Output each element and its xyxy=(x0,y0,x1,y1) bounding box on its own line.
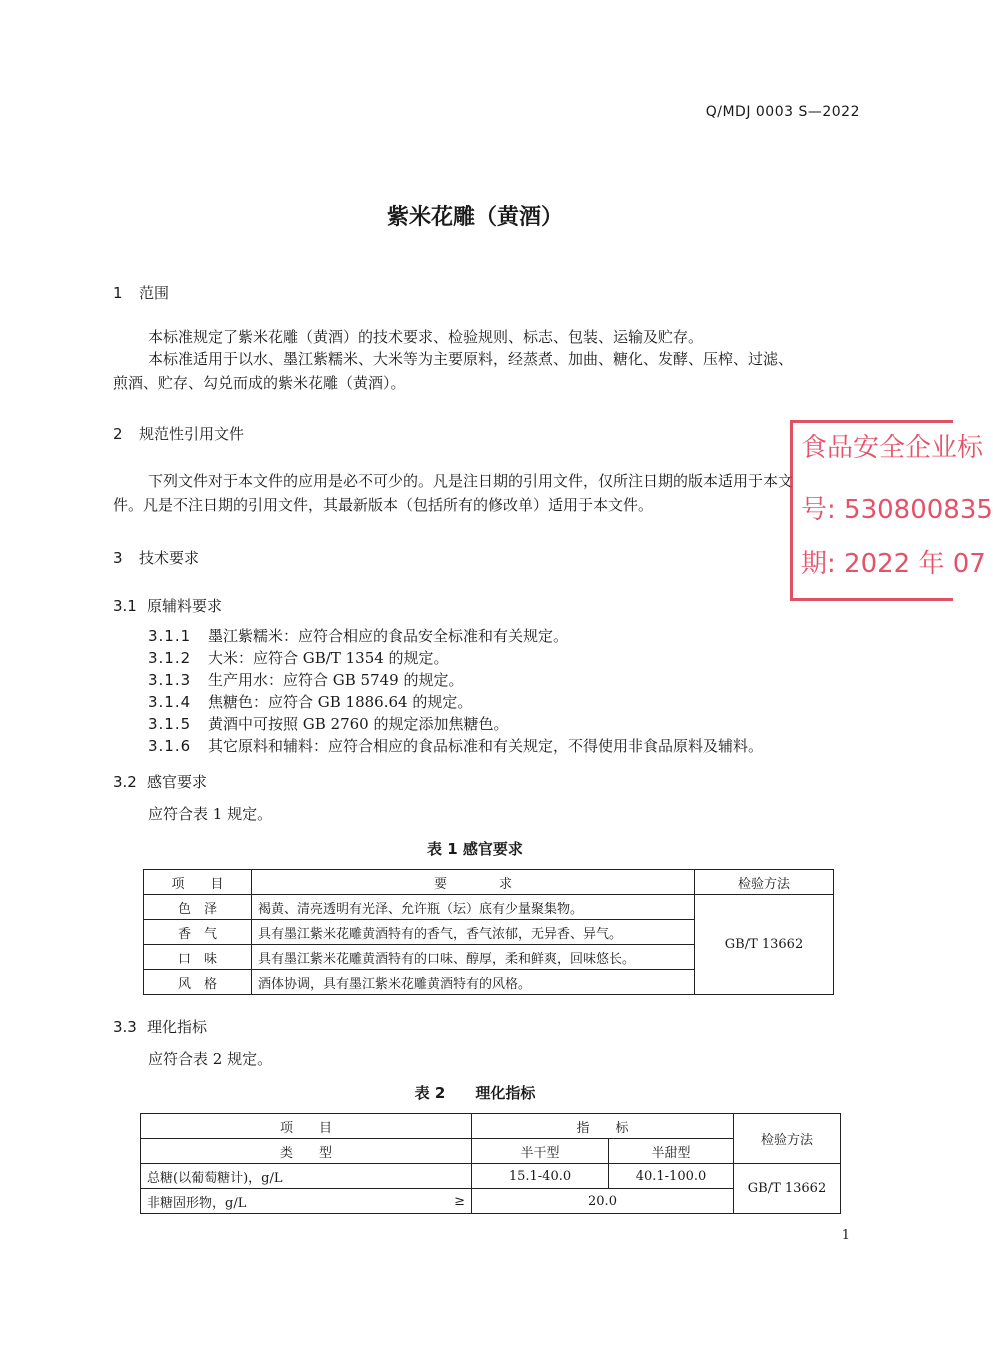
section-title: 技术要求 xyxy=(139,549,200,567)
item-number: 3.1.1 xyxy=(148,627,192,645)
page-number: 1 xyxy=(841,1228,850,1243)
table-cell: 15.1-40.0 xyxy=(472,1164,609,1189)
section-title: 原辅料要求 xyxy=(147,597,223,615)
section-number: 3.3 xyxy=(113,1018,137,1036)
section-title: 感官要求 xyxy=(147,773,208,791)
paragraph: 下列文件对于本文件的应用是必不可少的。凡是注日期的引用文件，仅所注日期的版本适用于本文 xyxy=(148,472,794,490)
paragraph: 煎酒、贮存、勾兑而成的紫米花雕（黄酒）。 xyxy=(113,374,406,392)
section-2-heading xyxy=(113,423,244,444)
table-header: 检验方法 xyxy=(695,870,834,895)
table-cell: 非糖固形物，g/L xyxy=(141,1189,446,1214)
stamp-line: 号: 530800835 xyxy=(801,495,993,525)
registration-stamp xyxy=(790,420,993,601)
paragraph: 本标准适用于以水、墨江紫糯米、大米等为主要原料，经蒸煮、加曲、糖化、发酵、压榨、过滤、 xyxy=(148,350,794,368)
list-item xyxy=(148,691,472,712)
table-header: 半干型 xyxy=(472,1139,609,1164)
table-2-caption: 表 2 理化指标 xyxy=(414,1084,536,1102)
item-number: 3.1.6 xyxy=(148,737,192,755)
table-header-row xyxy=(141,1114,841,1139)
table-1 xyxy=(143,869,834,995)
table-cell: ≥ xyxy=(445,1189,472,1214)
section-3-3-heading xyxy=(113,1016,207,1037)
table-row xyxy=(144,895,834,920)
item-text: 焦糖色：应符合 GB 1886.64 的规定。 xyxy=(208,693,473,711)
table-cell: 风 格 xyxy=(144,970,252,995)
section-title: 理化指标 xyxy=(147,1018,208,1036)
table-row xyxy=(141,1164,841,1189)
table-header: 指 标 xyxy=(472,1114,734,1139)
paragraph: 件。凡是不注日期的引用文件，其最新版本（包括所有的修改单）适用于本文件。 xyxy=(113,496,654,514)
item-text: 其它原料和辅料：应符合相应的食品标准和有关规定，不得使用非食品原料及辅料。 xyxy=(208,737,764,755)
item-text: 黄酒中可按照 GB 2760 的规定添加焦糖色。 xyxy=(208,715,509,733)
table-header: 项 目 xyxy=(141,1114,472,1139)
table-header-row xyxy=(144,870,834,895)
page-title: 紫米花雕（黄酒） xyxy=(386,205,563,230)
table-header: 要 求 xyxy=(252,870,695,895)
table-header: 半甜型 xyxy=(609,1139,734,1164)
section-3-1-heading xyxy=(113,595,222,616)
table-header: 检验方法 xyxy=(734,1114,841,1164)
section-number: 3.1 xyxy=(113,597,137,615)
list-item xyxy=(148,735,763,756)
table-cell: 香 气 xyxy=(144,920,252,945)
table-cell: 总糖(以葡萄糖计)，g/L xyxy=(141,1164,472,1189)
list-item xyxy=(148,713,509,734)
paragraph: 应符合表 1 规定。 xyxy=(148,805,273,823)
document-number: Q/MDJ 0003 S—2022 xyxy=(705,104,860,120)
table-cell: 口 味 xyxy=(144,945,252,970)
table-cell: 褐黄、清亮透明有光泽、允许瓶（坛）底有少量聚集物。 xyxy=(252,895,695,920)
paragraph: 应符合表 2 规定。 xyxy=(148,1050,273,1068)
section-number: 2 xyxy=(113,425,123,443)
table-cell: GB/T 13662 xyxy=(695,895,834,995)
item-text: 墨江紫糯米：应符合相应的食品安全标准和有关规定。 xyxy=(208,627,569,645)
table-cell: 20.0 xyxy=(472,1189,734,1214)
item-text: 大米：应符合 GB/T 1354 的规定。 xyxy=(208,649,449,667)
list-item xyxy=(148,669,464,690)
table-cell: 酒体协调，具有墨江紫米花雕黄酒特有的风格。 xyxy=(252,970,695,995)
table-2 xyxy=(140,1113,841,1214)
section-1-heading xyxy=(113,282,169,303)
section-title: 范围 xyxy=(139,284,170,302)
table-cell: 40.1-100.0 xyxy=(609,1164,734,1189)
item-number: 3.1.2 xyxy=(148,649,192,667)
section-number: 3.2 xyxy=(113,773,137,791)
list-item xyxy=(148,625,568,646)
table-header: 项 目 xyxy=(144,870,252,895)
item-number: 3.1.4 xyxy=(148,693,192,711)
stamp-line: 期: 2022 年 07 xyxy=(801,549,986,579)
table-header: 类 型 xyxy=(141,1139,472,1164)
table-cell: GB/T 13662 xyxy=(734,1164,841,1214)
section-3-2-heading xyxy=(113,771,207,792)
section-title: 规范性引用文件 xyxy=(139,425,245,443)
table-cell: 具有墨江紫米花雕黄酒特有的香气，香气浓郁，无异香、异气。 xyxy=(252,920,695,945)
paragraph: 本标准规定了紫米花雕（黄酒）的技术要求、检验规则、标志、包装、运输及贮存。 xyxy=(148,328,704,346)
section-number: 1 xyxy=(113,284,123,302)
list-item xyxy=(148,647,449,668)
section-number: 3 xyxy=(113,549,123,567)
table-1-caption: 表 1 感官要求 xyxy=(427,840,523,858)
section-3-heading xyxy=(113,547,199,568)
item-number: 3.1.3 xyxy=(148,671,192,689)
table-cell: 色 泽 xyxy=(144,895,252,920)
item-number: 3.1.5 xyxy=(148,715,192,733)
stamp-line: 食品安全企业标 xyxy=(801,433,984,463)
item-text: 生产用水：应符合 GB 5749 的规定。 xyxy=(208,671,464,689)
table-cell: 具有墨江紫米花雕黄酒特有的口味、醇厚，柔和鲜爽，回味悠长。 xyxy=(252,945,695,970)
